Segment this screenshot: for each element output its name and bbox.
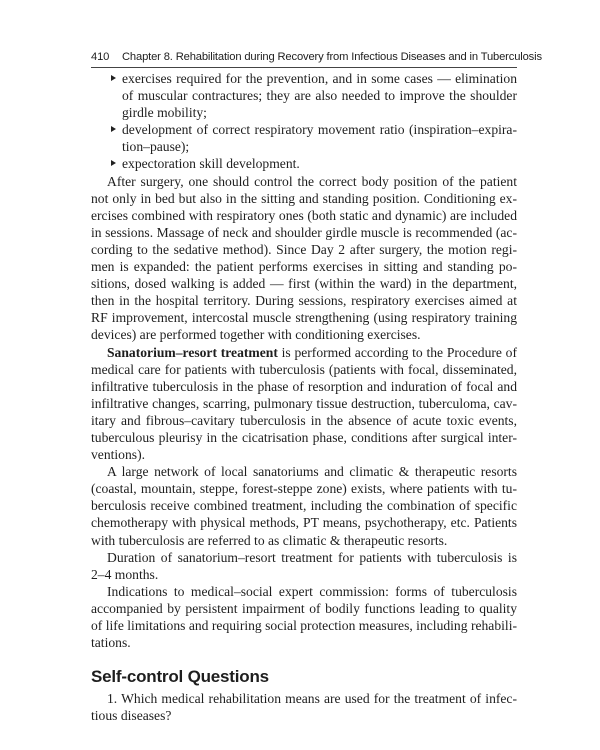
paragraph-network: A large network of local sanatoriums and climatic & therapeutic resorts (coastal, mountain, steppe, forest-steppe zone) exists, where patients with tu-berculosis receive combined treatment, including the combination of specific chemotherapy with physical methods, PT means, psychotherapy, etc. Patients with tuberculosis are referred to as climatic & therapeutic resorts. bbox=[91, 464, 517, 548]
paragraph-indications: Indications to medical–social expert commission: forms of tuberculosis accompanied by persistent impairment of bodily functions leading to quality of life limitations and requiring social protection measures, including rehabili-tations. bbox=[91, 583, 517, 651]
bullet-triangle-icon bbox=[111, 160, 116, 166]
bullet-triangle-icon bbox=[111, 75, 116, 81]
question-1: 1. Which medical rehabilitation means are used for the treatment of infec-tious diseases? bbox=[91, 691, 517, 724]
list-item: exercises required for the prevention, and in some cases — elimination of muscular contractures; they are also needed to improve the shoulder girdle mobility; bbox=[91, 70, 517, 121]
paragraph-after-surgery: After surgery, one should control the correct body position of the patient not only in bed but also in the sitting and standing position. Conditioning ex-ercises combined with respiratory ones (both static and dynamic) are included in sessions. Massage of neck and shoulder girdle muscle is recommended (ac-cording to the sedative method). Since Day 2 after surgery, the motion regi-men is expanded: the patient performs exercises in sitting and standing po-sitions, dosed walking is added — first (within the ward) in the department, then in the hospital territory. During sessions, respiratory exercises aimed at RF improvement, intercostal muscle strengthening (using respiratory training devices) are performed together with conditioning exercises. bbox=[91, 173, 517, 343]
list-item: development of correct respiratory movement ratio (inspiration–expira-tion–pause); bbox=[91, 121, 517, 155]
running-header bbox=[91, 50, 542, 64]
page-number: 410 bbox=[91, 51, 110, 63]
bullet-triangle-icon bbox=[111, 126, 116, 132]
paragraph-duration: Duration of sanatorium–resort treatment for patients with tuberculosis is 2–4 months. bbox=[91, 549, 517, 582]
list-item: expectoration skill development. bbox=[91, 155, 517, 172]
header-rule bbox=[91, 67, 517, 68]
section-heading: Self-control Questions bbox=[91, 667, 269, 687]
bold-term: Sanatorium–resort treatment bbox=[107, 344, 278, 360]
body-text bbox=[91, 70, 517, 724]
paragraph-sanatorium: Sanatorium–resort treatment is performed according to the Procedure of medical care for patients with tuberculosis (patients with focal, disseminated, infiltrative tuberculosis in the phase of resorption and induration of focal and infiltrative changes, scarring, pulmonary tissue destruction, tuberculoma, cav-itary and fibrous–cavitary tuberculosis in the absence of acute toxic events, tuberculous pleurisy in the cicatrisation phase, conditions after surgical inter-ventions). bbox=[91, 344, 518, 463]
bullet-list bbox=[91, 70, 517, 173]
running-title: Chapter 8. Rehabilitation during Recovery from Infectious Diseases and in Tuberculosis bbox=[122, 51, 542, 63]
